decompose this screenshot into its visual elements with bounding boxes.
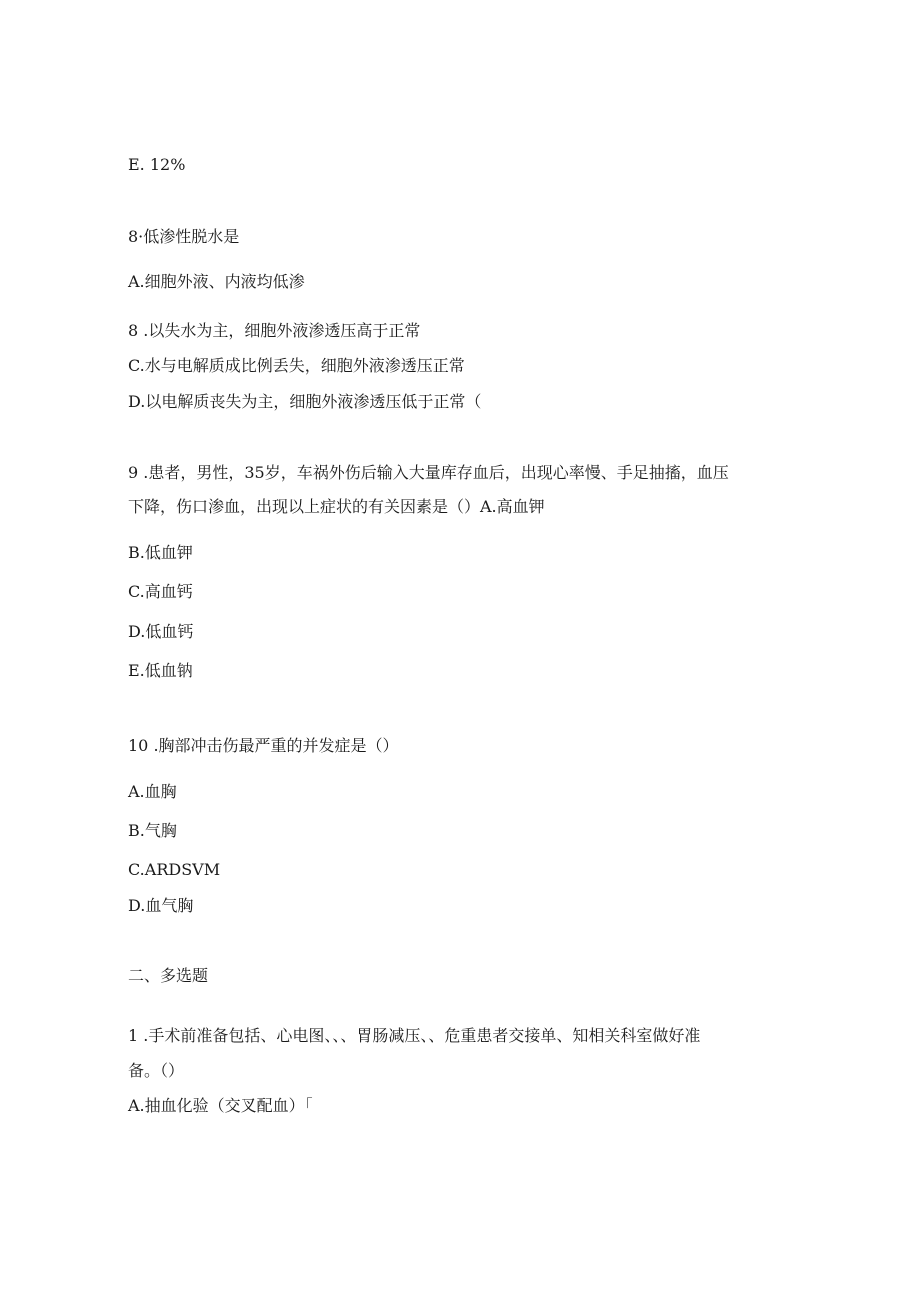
q8-option-b: 8 .以失水为主，细胞外液渗透压高于正常 [128,321,421,340]
q10-option-c: C.ARDSVM [128,860,221,879]
q9-stem-line1: 9 .患者，男性，35岁，车祸外伤后输入大量库存血后，出现心率慢、手足抽搐，血压 [128,463,729,482]
section-heading-multiple-choice: 二、多选题 [128,966,209,985]
q9-option-b: B.低血钾 [128,543,193,562]
q7-option-e: E. 12% [128,155,186,174]
q9-option-d: D.低血钙 [128,622,194,641]
m1-option-a: A.抽血化验（交叉配血）「 [128,1096,313,1115]
q9-option-c: C.高血钙 [128,582,193,601]
q10-option-a: A.血胸 [128,782,177,801]
q8-option-a: A.细胞外液、内液均低渗 [128,272,305,291]
q9-stem-line2: 下降，伤口渗血，出现以上症状的有关因素是（）A.高血钾 [128,497,545,516]
m1-stem-line2: 备。（） [128,1061,185,1080]
q10-option-b: B.气胸 [128,821,177,840]
q8-stem: 8·低渗性脱水是 [128,227,240,246]
q8-option-d: D.以电解质丧失为主，细胞外液渗透压低于正常（ [128,392,482,411]
q8-option-c: C.水与电解质成比例丢失，细胞外液渗透压正常 [128,356,465,375]
q10-option-d: D.血气胸 [128,896,194,915]
q10-stem: 10 .胸部冲击伤最严重的并发症是（） [128,736,399,755]
q9-option-e: E.低血钠 [128,661,193,680]
m1-stem-line1: 1 .手术前准备包括、心电图、、、胃肠减压、、危重患者交接单、知相关科室做好准 [128,1026,701,1045]
